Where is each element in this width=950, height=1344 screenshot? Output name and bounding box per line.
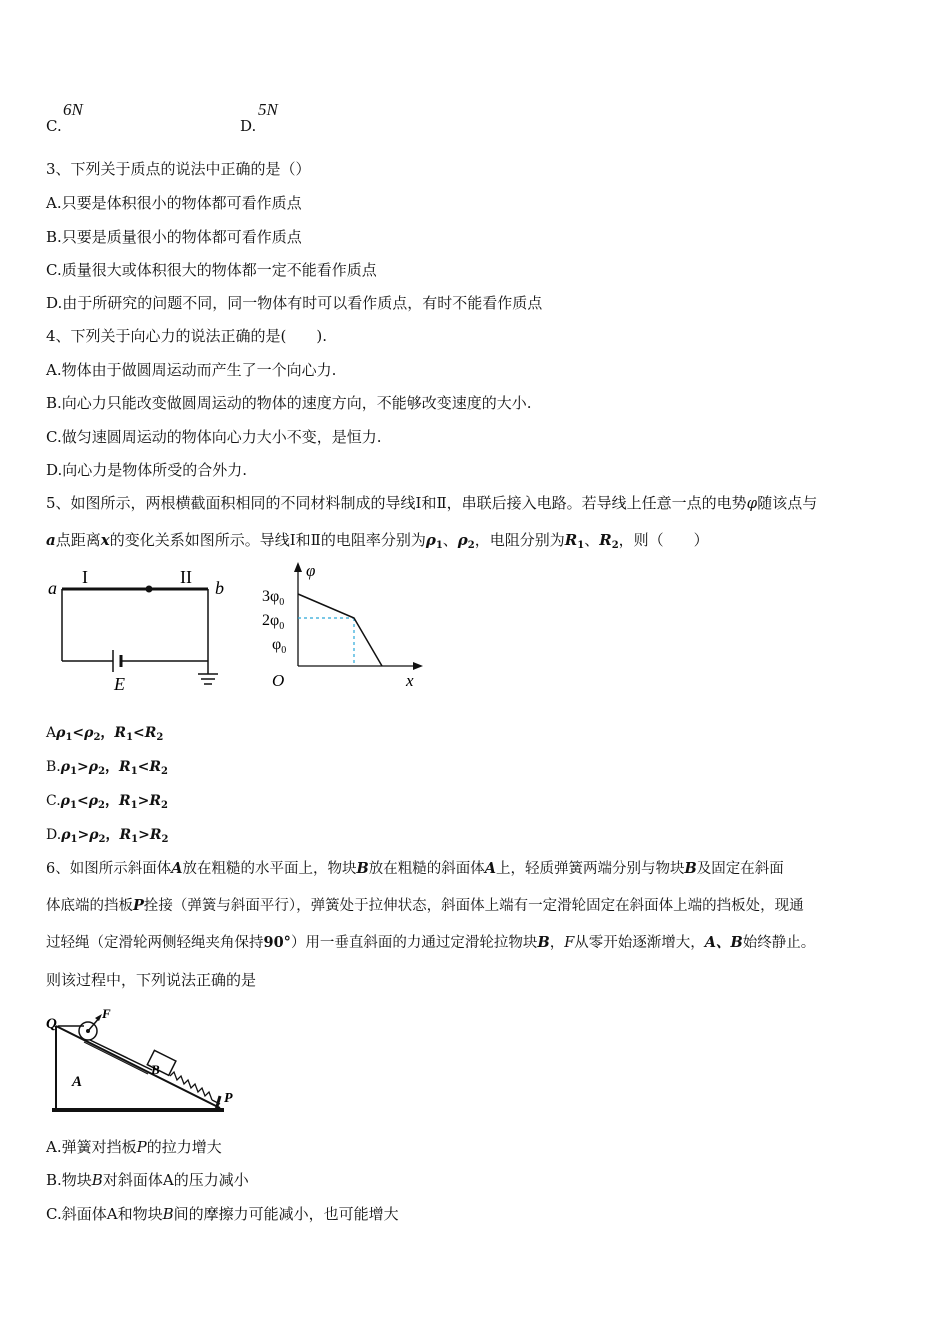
q4-option-d: D.向心力是物体所受的合外力. <box>46 461 248 479</box>
force-arrowhead <box>95 1014 102 1021</box>
circuit-label-E: E <box>114 674 125 694</box>
label-Q: Q <box>46 1016 57 1032</box>
q6-option-a: A.弹簧对挡板P的拉力增大 <box>46 1138 222 1156</box>
circuit-label-a: a <box>48 578 57 598</box>
q5-potential-graph <box>258 558 438 694</box>
tick-phi0: $\varphi_0$ <box>272 636 287 656</box>
q4-option-c: C.做匀速圆周运动的物体向心力大小不变，是恒力. <box>46 428 382 446</box>
option-c-label: C. <box>46 117 62 135</box>
option-d-label: D. <box>240 117 257 135</box>
option-c <box>46 116 62 136</box>
label-A: A <box>72 1074 83 1090</box>
q6-stem-line1: 6、如图所示斜面体A放在粗糙的水平面上，物块B放在粗糙的斜面体A上，轻质弹簧两端分别与物块B及固定在斜面 <box>46 860 784 877</box>
q5-option-c: $C.\rho_1<\rho_2$，$R_1>R_2$ <box>46 793 168 811</box>
y-axis-label: φ <box>306 561 316 580</box>
q5-stem-line1: 5、如图所示，两根横截面积相同的不同材料制成的导线Ⅰ和Ⅱ，串联后接入电路。若导线上任意一点的电势φ随该点与 <box>46 494 818 512</box>
potential-line <box>298 594 382 666</box>
rope-lower <box>84 1042 148 1074</box>
incline-slope <box>56 1026 220 1108</box>
q5-circuit-figure <box>44 564 224 694</box>
q4-option-a: A.物体由于做圆周运动而产生了一个向心力. <box>46 361 337 379</box>
rope <box>90 1040 152 1070</box>
q6-option-b: B.物块B对斜面体A的压力减小 <box>46 1171 249 1189</box>
q6-incline-figure <box>44 1004 244 1116</box>
circuit-label-I: I <box>82 567 88 587</box>
circuit-label-b: b <box>215 578 224 598</box>
junction-dot <box>146 586 153 593</box>
label-B: B <box>151 1062 160 1077</box>
q5-option-a: $A\rho_1<\rho_2$，$R_1<R_2$ <box>46 725 164 743</box>
q3-option-d: D.由于所研究的问题不同，同一物体有时可以看作质点，有时不能看作质点 <box>46 294 543 312</box>
q4-stem: 4、下列关于向心力的说法正确的是( ). <box>46 327 328 345</box>
q6-option-c: C.斜面体A和物块B间的摩擦力可能减小，也可能增大 <box>46 1205 399 1223</box>
x-axis-label: x <box>406 671 414 690</box>
circuit-label-II: II <box>180 567 192 587</box>
tick-2phi0: $2\varphi_0$ <box>262 612 285 632</box>
q6-stem-line3: 过轻绳（定滑轮两侧轻绳夹角保持90°）用一垂直斜面的力通过定滑轮拉物块B，F从零开始逐渐增大，A、B始终静止。 <box>46 934 816 951</box>
q5-stem-line2: a点距离x的变化关系如图所示。导线Ⅰ和Ⅱ的电阻率分别为$\rho_1$、$\rho_2$，电阻分别为$R_1$、$R_2$，则（ ） <box>46 531 709 551</box>
q5-option-d: $D.\rho_1>\rho_2$，$R_1>R_2$ <box>46 827 169 845</box>
label-F: F <box>102 1006 111 1021</box>
q3-stem: 3、下列关于质点的说法中正确的是（） <box>46 160 311 178</box>
x-axis-arrow <box>413 662 423 670</box>
q3-option-a: A.只要是体积很小的物体都可看作质点 <box>46 194 302 212</box>
q3-option-b: B.只要是质量很小的物体都可看作质点 <box>46 228 302 246</box>
origin-label: O <box>272 671 285 690</box>
option-c-value: 6N <box>63 100 83 119</box>
q6-stem-line2: 体底端的挡板P拴接（弹簧与斜面平行），弹簧处于拉伸状态，斜面体上端有一定滑轮固定在斜面体上端的挡板处，现通 <box>46 897 804 914</box>
q6-stem-line4: 则该过程中，下列说法正确的是 <box>46 971 257 989</box>
y-axis-arrow <box>294 562 302 572</box>
option-d-value: 5N <box>258 100 278 119</box>
option-d <box>240 116 256 136</box>
q5-option-b: $B.\rho_1>\rho_2$，$R_1<R_2$ <box>46 759 168 777</box>
label-P: P <box>224 1091 233 1106</box>
q3-option-c: C.质量很大或体积很大的物体都一定不能看作质点 <box>46 261 377 279</box>
q4-option-b: B.向心力只能改变做圆周运动的物体的速度方向，不能够改变速度的大小. <box>46 394 532 412</box>
tick-3phi0: $3\varphi_0$ <box>262 588 285 608</box>
